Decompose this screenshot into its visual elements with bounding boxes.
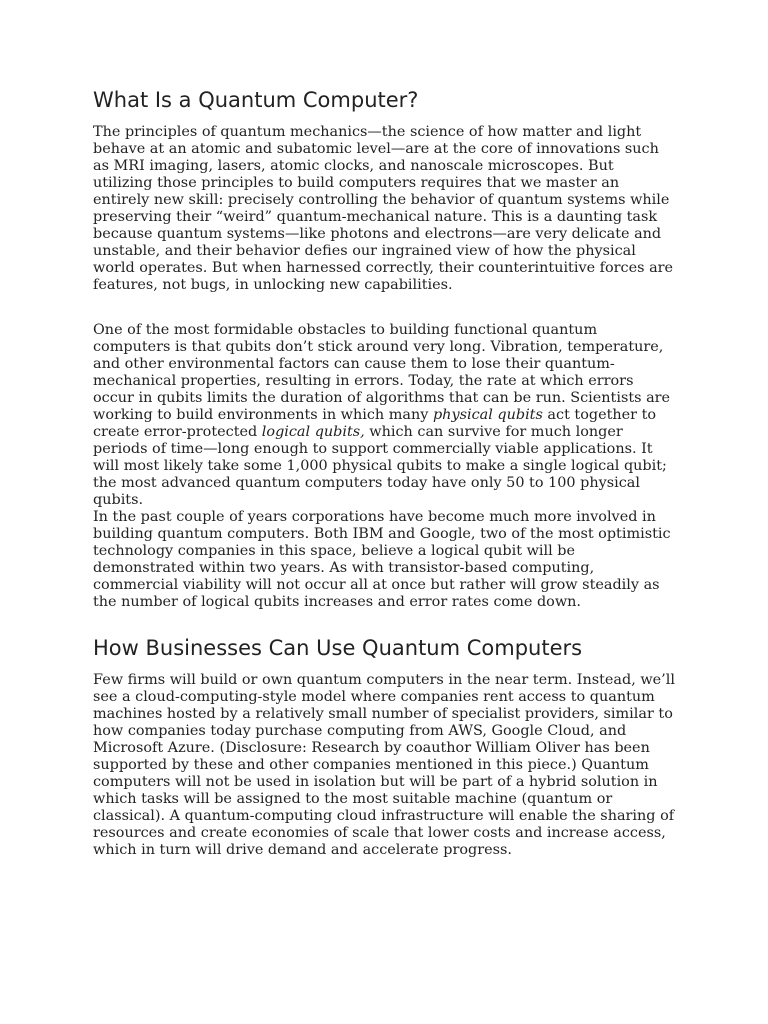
paragraph-intro: The principles of quantum mechanics—the science of how matter and light behave at an atomic and subatomic level—are at the core of innovations such as MRI imaging, lasers, atomic clocks, and nanoscale microscopes. But utilizing those principles to build computers requires that we master an entirely new skill: precisely controlling the behavior of quantum systems while preserving their “weird” quantum-mechanical nature. This is a daunting task because quantum systems—like photons and electrons—are very delicate and unstable, and their behavior defies our ingrained view of how the physical world operates. But when harnessed correctly, their counterintuitive forces are features, not bugs, in unlocking new capabilities. — [93, 124, 674, 293]
section-heading-what-is: What Is a Quantum Computer? — [93, 88, 419, 112]
paragraph-obstacles — [93, 322, 676, 509]
paragraph-cloud-model: Few firms will build or own quantum computers in the near term. Instead, we’ll see a cloud-computing-style model where companies rent access to quantum machines hosted by a relatively small number of specialist providers, similar to how companies today purchase computing from AWS, Google Cloud, and Microsoft Azure. (Disclosure: Research by coauthor William Oliver has been supported by these and other companies mentioned in this piece.) Quantum computers will not be used in isolation but will be part of a hybrid solution in which tasks will be assigned to the most suitable machine (quantum or classical). A quantum-computing cloud infrastructure will enable the sharing of resources and create economies of scale that lower costs and increase access, which in turn will drive demand and accelerate progress. — [93, 672, 675, 858]
physical-qubits-emphasis: physical qubits — [432, 407, 543, 423]
paragraph-obstacles-text-c: which can survive for much longer periods of time—long enough to support commercially viable applications. It will most likely take some 1,000 physical qubits to make a single logical qubit; the most advanced quantum computers today have only 50 to 100 physical qubits. — [93, 424, 667, 508]
paragraph-obstacles-text-b: act together to create error-protected — [93, 407, 657, 440]
paragraph-obstacles-text-a: One of the most formidable obstacles to building functional quantum computers is that qubits don’t stick around very long. Vibration, temperature, and other environmental factors can cause them to lose their quantum-mechanical properties, resulting in errors. Today, the rate at which errors occur in qubits limits the duration of algorithms that can be run. Scientists are working to build environments in which many — [93, 322, 671, 423]
section-heading-businesses: How Businesses Can Use Quantum Computers — [93, 636, 583, 660]
paragraph-corporations: In the past couple of years corporations have become much more involved in building quantum computers. Both IBM and Google, two of the most optimistic technology companies in this space, believe a logical qubit will be demonstrated within two years. As with transistor-based computing, commercial viability will not occur all at once but rather will grow steadily as the number of logical qubits increases and error rates come down. — [93, 509, 671, 610]
logical-qubits-emphasis: logical qubits, — [261, 424, 365, 440]
